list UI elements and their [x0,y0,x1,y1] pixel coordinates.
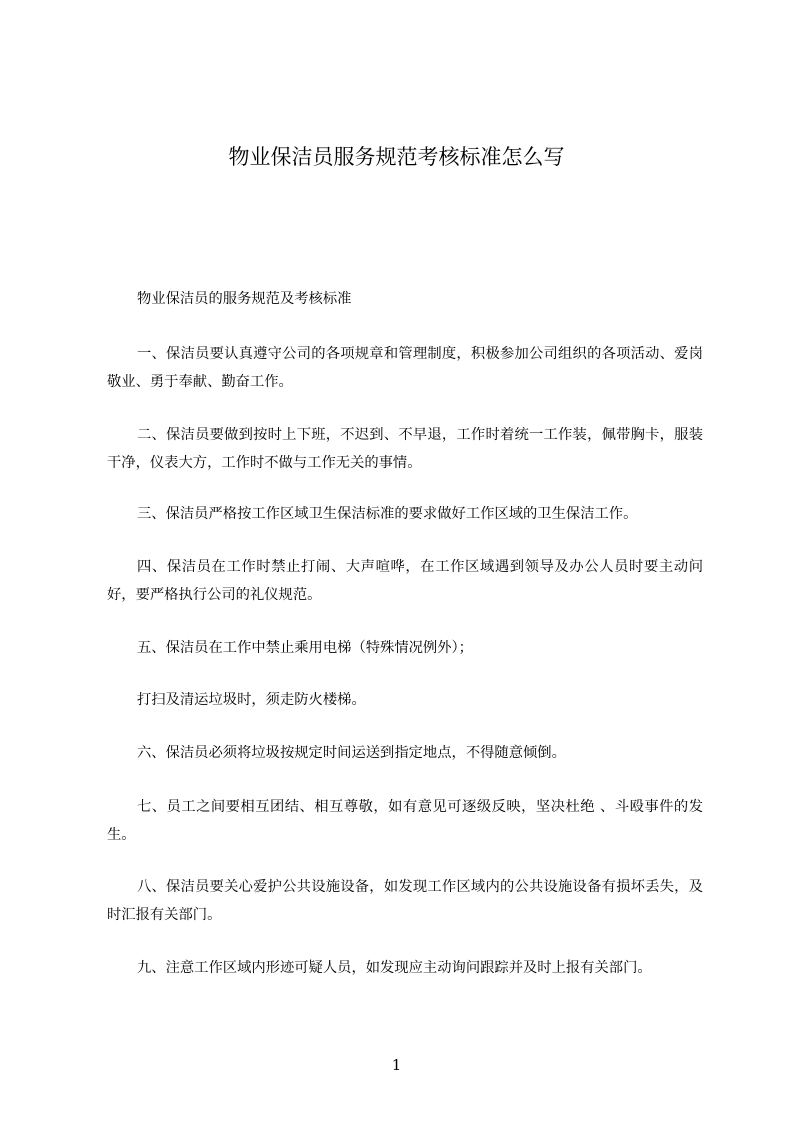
paragraph-5-continued: 打扫及清运垃圾时，须走防火楼梯。 [137,692,366,708]
paragraph-1: 一、保洁员要认真遵守公司的各项规章和管理制度，积极参加公司组织的各项活动、爱岗敬业、勇于奉献、勤奋工作。 [107,346,703,390]
paragraph-2: 二、保洁员要做到按时上下班，不迟到、不早退，工作时着统一工作装，佩带胸卡，服装干净，仪表大方，工作时不做与工作无关的事情。 [107,427,703,471]
paragraph-5: 五、保洁员在工作中禁止乘用电梯（特殊情况例外）； [137,640,473,656]
paragraph-8: 八、保洁员要关心爱护公共设施设备，如发现工作区域内的公共设施设备有损坏丢失，及时汇报有关部门。 [107,879,703,923]
paragraph-7: 七、员工之间要相互团结、相互尊敬，如有意见可逐级反映，坚决杜绝 、斗殴事件的发生。 [107,799,703,843]
page-number: 1 [391,1056,402,1074]
paragraph-9: 九、注意工作区域内形迹可疑人员，如发现应主动询问跟踪并及时上报有关部门。 [137,960,652,976]
document-title: 物业保洁员服务规范考核标准怎么写 [228,145,565,169]
paragraph-4: 四、保洁员在工作时禁止打闹、大声喧哗，在工作区域遇到领导及办公人员时要主动问好，要严格执行公司的礼仪规范。 [107,559,703,603]
paragraph-6: 六、保洁员必须将垃圾按规定时间运送到指定地点，不得随意倾倒。 [137,745,566,761]
document-subtitle: 物业保洁员的服务规范及考核标准 [137,291,352,307]
paragraph-3: 三、保洁员严格按工作区域卫生保洁标准的要求做好工作区域的卫生保洁工作。 [137,506,638,522]
